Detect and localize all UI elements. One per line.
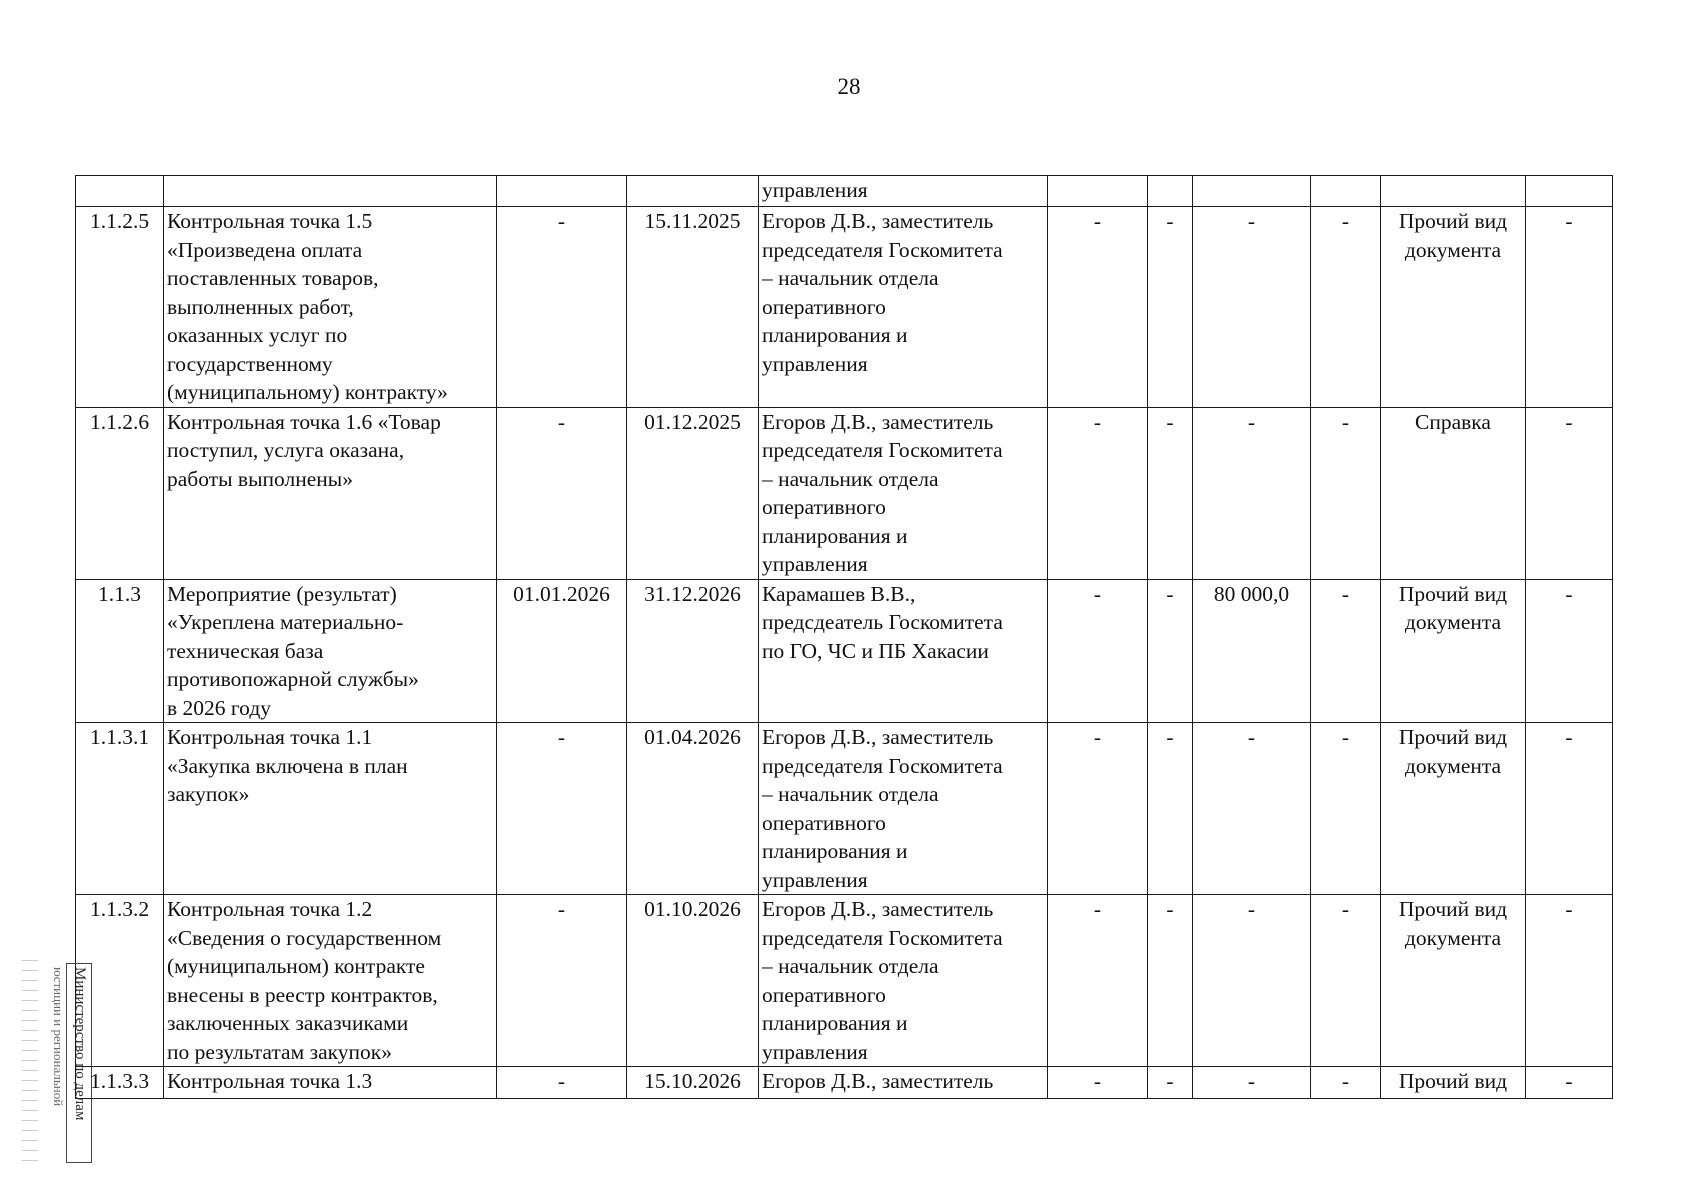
value-col-1-cell: - bbox=[1048, 1067, 1148, 1099]
document-type-cell bbox=[1381, 723, 1526, 895]
responsible-person-cell bbox=[759, 176, 1048, 207]
end-date-cell bbox=[627, 176, 759, 207]
cell-text-line: внесены в реестр контрактов, bbox=[167, 982, 438, 1007]
table-row bbox=[76, 1067, 1613, 1099]
start-date-cell: - bbox=[497, 207, 627, 408]
value-col-last-cell: - bbox=[1526, 895, 1613, 1067]
activity-name-cell bbox=[164, 723, 497, 895]
value-col-1-cell bbox=[1048, 176, 1148, 207]
page-number: 28 bbox=[837, 74, 861, 99]
cell-text-line: поступил, услуга оказана, bbox=[167, 438, 405, 462]
end-date-cell: 01.04.2026 bbox=[627, 723, 759, 895]
cell-text-line: заключенных заказчиками bbox=[167, 1011, 409, 1035]
table-row bbox=[76, 207, 1613, 408]
cell-text-line: Прочий вид bbox=[1398, 1069, 1508, 1093]
cell-text-line: управления bbox=[762, 552, 868, 576]
row-number-cell bbox=[76, 176, 164, 207]
cell-text-line: управления bbox=[762, 867, 868, 892]
row-number-cell: 1.1.2.6 bbox=[76, 407, 164, 579]
cell-text-line: «Укреплена материально- bbox=[167, 610, 404, 634]
cell-text-line: – начальник отдела bbox=[762, 466, 939, 491]
cell-text-line: председателя Госкомитета bbox=[762, 237, 1003, 262]
responsible-person-cell bbox=[759, 579, 1048, 723]
start-date-cell: - bbox=[497, 1067, 627, 1099]
cell-text-line: – начальник отдела bbox=[762, 782, 939, 806]
cell-text-line: Егоров Д.В., заместитель bbox=[762, 409, 994, 434]
cell-text-line: Мероприятие (результат) bbox=[167, 581, 397, 606]
activity-name-cell bbox=[164, 1067, 497, 1099]
value-col-1-cell: - bbox=[1048, 207, 1148, 408]
value-col-2-cell: - bbox=[1148, 579, 1193, 723]
cell-text-line: – начальник отдела bbox=[762, 266, 939, 290]
stamp-text-line-2: юстиции и региональной bbox=[51, 967, 66, 1107]
cell-text-line: оказанных услуг по bbox=[167, 323, 348, 347]
value-col-4-cell: - bbox=[1311, 895, 1381, 1067]
cell-text-line: документа bbox=[1404, 753, 1502, 778]
cell-text-line: оперативного bbox=[762, 495, 886, 519]
cell-text-line: Контрольная точка 1.3 bbox=[167, 1069, 373, 1093]
stamp-edge-marks bbox=[22, 955, 38, 1170]
value-col-4-cell bbox=[1311, 176, 1381, 207]
cell-text-line: закупок» bbox=[167, 782, 250, 806]
row-number-cell: 1.1.3.1 bbox=[76, 723, 164, 895]
value-col-1-cell: - bbox=[1048, 723, 1148, 895]
funding-amount-cell bbox=[1193, 176, 1311, 207]
value-col-last-cell: - bbox=[1526, 579, 1613, 723]
end-date-cell: 31.12.2026 bbox=[627, 579, 759, 723]
plan-table bbox=[75, 175, 1613, 1099]
cell-text-line: планирования и bbox=[762, 1011, 908, 1035]
document-type-cell bbox=[1381, 895, 1526, 1067]
cell-text-line: планирования и bbox=[762, 839, 908, 863]
cell-text-line: поставленных товаров, bbox=[167, 266, 379, 290]
cell-text-line: оперативного bbox=[762, 294, 886, 319]
cell-text-line: – начальник отдела bbox=[762, 954, 939, 978]
value-col-2-cell: - bbox=[1148, 1067, 1193, 1099]
registration-stamp bbox=[20, 955, 94, 1170]
funding-amount-cell: - bbox=[1193, 723, 1311, 895]
cell-text-line: Контрольная точка 1.5 bbox=[167, 209, 373, 233]
value-col-last-cell bbox=[1526, 176, 1613, 207]
row-number-cell: 1.1.3.3 bbox=[76, 1067, 164, 1099]
document-type-cell bbox=[1381, 176, 1526, 207]
cell-text-line: предсдеатель Госкомитета bbox=[762, 610, 1003, 634]
activity-name-cell bbox=[164, 176, 497, 207]
cell-text-line: Егоров Д.В., заместитель bbox=[762, 1069, 994, 1093]
cell-text-line: документа bbox=[1404, 610, 1502, 634]
cell-text-line: Прочий вид bbox=[1398, 581, 1508, 606]
responsible-person-cell bbox=[759, 895, 1048, 1067]
row-number-cell: 1.1.3 bbox=[76, 579, 164, 723]
cell-text-line: Егоров Д.В., заместитель bbox=[762, 725, 994, 749]
value-col-2-cell: - bbox=[1148, 895, 1193, 1067]
funding-amount-cell: - bbox=[1193, 1067, 1311, 1099]
value-col-4-cell: - bbox=[1311, 723, 1381, 895]
cell-text-line: выполненных работ, bbox=[167, 294, 354, 319]
start-date-cell: 01.01.2026 bbox=[497, 579, 627, 723]
cell-text-line: противопожарной службы» bbox=[167, 667, 419, 691]
funding-amount-cell: - bbox=[1193, 407, 1311, 579]
table-row bbox=[76, 895, 1613, 1067]
start-date-cell bbox=[497, 176, 627, 207]
value-col-2-cell bbox=[1148, 176, 1193, 207]
funding-amount-cell: - bbox=[1193, 895, 1311, 1067]
cell-text-line: Контрольная точка 1.1 bbox=[167, 725, 373, 749]
value-col-2-cell: - bbox=[1148, 723, 1193, 895]
cell-text-line: в 2026 году bbox=[167, 695, 272, 720]
row-number-cell: 1.1.3.2 bbox=[76, 895, 164, 1067]
start-date-cell: - bbox=[497, 407, 627, 579]
cell-text-line: по ГО, ЧС и ПБ Хакасии bbox=[762, 638, 989, 663]
row-number-cell: 1.1.2.5 bbox=[76, 207, 164, 408]
cell-text-line: управления bbox=[762, 178, 868, 202]
cell-text-line: документа bbox=[1404, 237, 1502, 262]
cell-text-line: председателя Госкомитета bbox=[762, 925, 1003, 950]
cell-text-line: планирования и bbox=[762, 323, 908, 347]
responsible-person-cell bbox=[759, 207, 1048, 408]
value-col-1-cell: - bbox=[1048, 407, 1148, 579]
table-row bbox=[76, 176, 1613, 207]
activity-name-cell bbox=[164, 207, 497, 408]
responsible-person-cell bbox=[759, 723, 1048, 895]
value-col-last-cell: - bbox=[1526, 723, 1613, 895]
funding-amount-cell: - bbox=[1193, 207, 1311, 408]
value-col-last-cell: - bbox=[1526, 1067, 1613, 1099]
document-type-cell bbox=[1381, 207, 1526, 408]
value-col-2-cell: - bbox=[1148, 407, 1193, 579]
document-type-cell bbox=[1381, 407, 1526, 579]
cell-text-line: государственному bbox=[167, 351, 333, 376]
funding-amount-cell: 80 000,0 bbox=[1193, 579, 1311, 723]
cell-text-line: оперативного bbox=[762, 810, 886, 835]
value-col-1-cell: - bbox=[1048, 579, 1148, 723]
end-date-cell: 15.11.2025 bbox=[627, 207, 759, 408]
cell-text-line: работы выполнены» bbox=[167, 466, 353, 491]
end-date-cell: 01.10.2026 bbox=[627, 895, 759, 1067]
cell-text-line: Карамашев В.В., bbox=[762, 581, 916, 606]
cell-text-line: документа bbox=[1404, 925, 1502, 950]
cell-text-line: Егоров Д.В., заместитель bbox=[762, 209, 994, 233]
cell-text-line: председателя Госкомитета bbox=[762, 438, 1003, 462]
cell-text-line: «Произведена оплата bbox=[167, 237, 363, 262]
cell-text-line: Контрольная точка 1.6 «Товар bbox=[167, 409, 441, 434]
cell-text-line: техническая база bbox=[167, 638, 324, 663]
end-date-cell: 01.12.2025 bbox=[627, 407, 759, 579]
cell-text-line: Прочий вид bbox=[1398, 209, 1508, 233]
cell-text-line: Справка bbox=[1415, 409, 1491, 434]
value-col-1-cell: - bbox=[1048, 895, 1148, 1067]
value-col-4-cell: - bbox=[1311, 579, 1381, 723]
table-row bbox=[76, 407, 1613, 579]
cell-text-line: управления bbox=[762, 1039, 868, 1064]
value-col-2-cell: - bbox=[1148, 207, 1193, 408]
value-col-last-cell: - bbox=[1526, 207, 1613, 408]
cell-text-line: «Закупка включена в план bbox=[167, 753, 408, 778]
cell-text-line: планирования и bbox=[762, 523, 908, 548]
cell-text-line: «Сведения о государственном bbox=[167, 925, 442, 950]
cell-text-line: по результатам закупок» bbox=[167, 1039, 392, 1064]
table-row bbox=[76, 723, 1613, 895]
document-type-cell bbox=[1381, 579, 1526, 723]
table-row bbox=[76, 579, 1613, 723]
responsible-person-cell bbox=[759, 1067, 1048, 1099]
cell-text-line: Прочий вид bbox=[1398, 897, 1508, 921]
cell-text-line: председателя Госкомитета bbox=[762, 753, 1003, 778]
cell-text-line: Егоров Д.В., заместитель bbox=[762, 897, 994, 921]
document-type-cell bbox=[1381, 1067, 1526, 1099]
cell-text-line: Прочий вид bbox=[1398, 725, 1508, 749]
activity-name-cell bbox=[164, 895, 497, 1067]
cell-text-line: управления bbox=[762, 351, 868, 376]
cell-text-line: (муниципальному) контракту» bbox=[167, 380, 448, 404]
start-date-cell: - bbox=[497, 723, 627, 895]
start-date-cell: - bbox=[497, 895, 627, 1067]
cell-text-line: (муниципальном) контракте bbox=[167, 954, 425, 978]
stamp-text-line-1: Министерство по делам bbox=[72, 967, 88, 1121]
value-col-4-cell: - bbox=[1311, 407, 1381, 579]
value-col-last-cell: - bbox=[1526, 407, 1613, 579]
end-date-cell: 15.10.2026 bbox=[627, 1067, 759, 1099]
responsible-person-cell bbox=[759, 407, 1048, 579]
activity-name-cell bbox=[164, 407, 497, 579]
plan-table-body bbox=[76, 176, 1613, 1099]
cell-text-line: оперативного bbox=[762, 982, 886, 1007]
cell-text-line: Контрольная точка 1.2 bbox=[167, 897, 373, 921]
activity-name-cell bbox=[164, 579, 497, 723]
value-col-4-cell: - bbox=[1311, 1067, 1381, 1099]
value-col-4-cell: - bbox=[1311, 207, 1381, 408]
